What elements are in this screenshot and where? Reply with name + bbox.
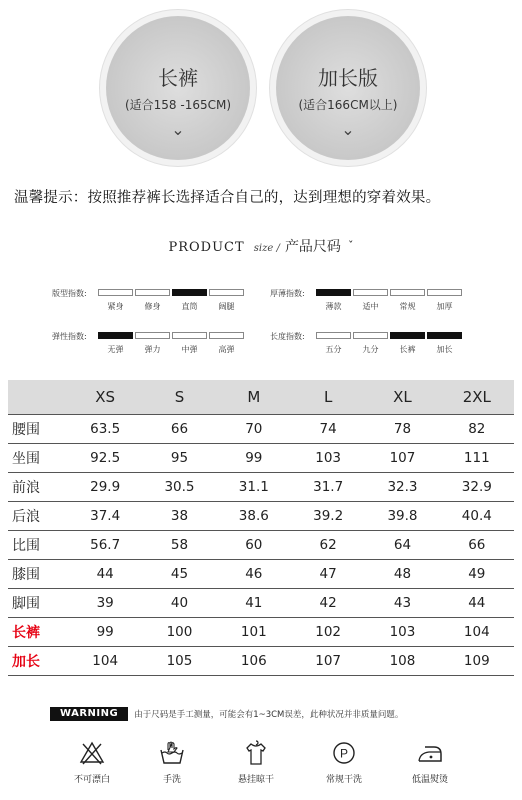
care-hand-wash	[132, 740, 212, 785]
care-low-iron	[390, 740, 470, 785]
scale-boxes	[316, 332, 462, 339]
row-label: 腰围	[8, 414, 68, 443]
table-row	[8, 646, 514, 675]
scale-option: 无弹	[107, 345, 124, 354]
row-label: 加长	[8, 646, 68, 675]
table-cell: 56.7	[68, 530, 142, 559]
row-label: 比围	[8, 530, 68, 559]
table-cell: 104	[440, 617, 514, 646]
row-label: 长裤	[8, 617, 68, 646]
table-cell: 103	[365, 617, 439, 646]
row-label: 膝围	[8, 559, 68, 588]
table-header-cell: XL	[365, 380, 439, 414]
table-cell: 49	[440, 559, 514, 588]
scale-option: 高弹	[218, 345, 235, 354]
long-pants-subtitle: (适合158 -165CM)	[124, 98, 232, 112]
table-header-cell: S	[142, 380, 216, 414]
table-cell: 66	[142, 414, 216, 443]
scale-boxes	[98, 332, 244, 339]
table-cell: 107	[365, 443, 439, 472]
table-header-row	[8, 380, 514, 414]
table-header-cell: XS	[68, 380, 142, 414]
scale-label: 弹性指数:	[52, 332, 87, 341]
extra-long-title: 加长版	[318, 66, 378, 90]
table-row	[8, 617, 514, 646]
svg-text:P: P	[339, 746, 349, 761]
scale-box	[390, 289, 425, 296]
low-iron-icon	[417, 740, 443, 766]
heading-cn: 产品尺码	[284, 239, 341, 255]
scale-box	[98, 289, 133, 296]
chevron-icon: ˇ	[348, 239, 354, 252]
table-cell: 31.1	[217, 472, 291, 501]
scale-label: 长度指数:	[270, 332, 305, 341]
care-instructions	[0, 740, 522, 790]
table-body	[8, 414, 514, 675]
scale-option: 长裤	[399, 345, 416, 354]
table-cell: 31.7	[291, 472, 365, 501]
table-cell: 105	[142, 646, 216, 675]
scale-option: 五分	[325, 345, 342, 354]
table-cell: 30.5	[142, 472, 216, 501]
table-cell: 39	[68, 588, 142, 617]
product-size-heading	[0, 236, 522, 256]
scale-box	[172, 332, 207, 339]
scale-box	[135, 289, 170, 296]
care-hang-dry	[216, 740, 296, 785]
table-cell: 44	[440, 588, 514, 617]
table-cell: 62	[291, 530, 365, 559]
scale-box	[209, 332, 244, 339]
scale-option: 适中	[362, 302, 379, 311]
care-label: 悬挂晾干	[237, 775, 274, 785]
no-bleach-icon	[79, 740, 105, 766]
table-cell: 95	[142, 443, 216, 472]
table-header-cell: M	[217, 380, 291, 414]
table-cell: 82	[440, 414, 514, 443]
heading-product: PRODUCT	[168, 240, 245, 255]
table-cell: 32.9	[440, 472, 514, 501]
table-cell: 43	[365, 588, 439, 617]
scale-options	[316, 344, 462, 355]
row-label: 坐围	[8, 443, 68, 472]
scale-box-active	[390, 332, 425, 339]
long-pants-option[interactable]	[106, 16, 250, 160]
table-cell: 66	[440, 530, 514, 559]
scale-option: 弹力	[144, 345, 161, 354]
table-cell: 100	[142, 617, 216, 646]
extra-long-subtitle: (适合166CM以上)	[298, 98, 398, 112]
row-label: 后浪	[8, 501, 68, 530]
care-no-bleach	[52, 740, 132, 785]
scale-option: 薄款	[325, 302, 342, 311]
table-cell: 60	[217, 530, 291, 559]
table-cell: 40.4	[440, 501, 514, 530]
table-cell: 32.3	[365, 472, 439, 501]
table-cell: 99	[68, 617, 142, 646]
table-cell: 46	[217, 559, 291, 588]
scale-boxes	[98, 289, 244, 296]
table-cell: 101	[217, 617, 291, 646]
scale-box	[353, 289, 388, 296]
table-cell: 106	[217, 646, 291, 675]
scale-option: 修身	[144, 302, 161, 311]
table-cell: 42	[291, 588, 365, 617]
table-header-cell: L	[291, 380, 365, 414]
table-cell: 29.9	[68, 472, 142, 501]
table-cell: 44	[68, 559, 142, 588]
scale-label: 版型指数:	[52, 289, 87, 298]
care-label: 常规干洗	[325, 775, 362, 785]
long-pants-title: 长裤	[158, 66, 198, 90]
table-cell: 41	[217, 588, 291, 617]
table-cell: 102	[291, 617, 365, 646]
table-cell: 64	[365, 530, 439, 559]
table-row	[8, 530, 514, 559]
table-cell: 109	[440, 646, 514, 675]
table-cell: 38.6	[217, 501, 291, 530]
hand-wash-icon	[159, 740, 185, 766]
table-cell: 45	[142, 559, 216, 588]
scale-option: 加长	[436, 345, 453, 354]
scale-box	[209, 289, 244, 296]
table-cell: 108	[365, 646, 439, 675]
scale-boxes	[316, 289, 462, 296]
table-cell: 99	[217, 443, 291, 472]
scale-option: 加厚	[436, 302, 453, 311]
table-cell: 47	[291, 559, 365, 588]
scale-option: 常规	[399, 302, 416, 311]
row-label: 前浪	[8, 472, 68, 501]
scale-option: 阔腿	[218, 302, 235, 311]
warning-text: 由于尺码是手工测量，可能会有1~3CM误差，此种状况并非质量问题。	[134, 710, 404, 720]
table-row	[8, 472, 514, 501]
table-cell: 107	[291, 646, 365, 675]
table-cell: 103	[291, 443, 365, 472]
extra-long-option[interactable]	[276, 16, 420, 160]
scale-box	[316, 332, 351, 339]
scale-option: 直筒	[181, 302, 198, 311]
warning-note	[50, 707, 403, 721]
table-cell: 78	[365, 414, 439, 443]
table-cell: 58	[142, 530, 216, 559]
row-label: 脚围	[8, 588, 68, 617]
table-cell: 70	[217, 414, 291, 443]
care-label: 手洗	[162, 775, 181, 785]
table-cell: 48	[365, 559, 439, 588]
scale-box	[427, 289, 462, 296]
table-header-cell: 2XL	[440, 380, 514, 414]
warning-badge: WARNING	[50, 707, 128, 721]
care-dry-clean	[304, 740, 384, 785]
table-cell: 37.4	[68, 501, 142, 530]
table-cell: 63.5	[68, 414, 142, 443]
scale-options	[316, 301, 462, 312]
table-cell: 104	[68, 646, 142, 675]
scale-option: 九分	[362, 345, 379, 354]
hang-dry-icon	[243, 740, 269, 766]
chevron-down-icon: ⌄	[171, 120, 185, 139]
heading-size: size /	[253, 243, 280, 254]
scale-box-active	[172, 289, 207, 296]
dry-clean-icon	[331, 740, 357, 766]
table-cell: 111	[440, 443, 514, 472]
chevron-down-icon: ⌄	[341, 120, 355, 139]
table-header-cell	[8, 380, 68, 414]
table-row	[8, 414, 514, 443]
scale-options	[98, 301, 244, 312]
scale-box-active	[98, 332, 133, 339]
table-cell: 39.8	[365, 501, 439, 530]
size-table	[8, 380, 514, 676]
care-label: 低温熨烫	[411, 775, 448, 785]
fit-tip: 温馨提示：按照推荐裤长选择适合自己的，达到理想的穿着效果。	[14, 190, 441, 206]
table-cell: 92.5	[68, 443, 142, 472]
scale-box-active	[427, 332, 462, 339]
table-row	[8, 443, 514, 472]
table-cell: 74	[291, 414, 365, 443]
fit-options	[0, 8, 522, 168]
scale-option: 紧身	[107, 302, 124, 311]
table-cell: 40	[142, 588, 216, 617]
table-row	[8, 559, 514, 588]
scale-box	[135, 332, 170, 339]
table-cell: 38	[142, 501, 216, 530]
scale-options	[98, 344, 244, 355]
care-label: 不可漂白	[73, 775, 110, 785]
table-cell: 39.2	[291, 501, 365, 530]
scale-box-active	[316, 289, 351, 296]
scale-box	[353, 332, 388, 339]
scale-option: 中弹	[181, 345, 198, 354]
scale-label: 厚薄指数:	[270, 289, 305, 298]
table-row	[8, 501, 514, 530]
table-row	[8, 588, 514, 617]
